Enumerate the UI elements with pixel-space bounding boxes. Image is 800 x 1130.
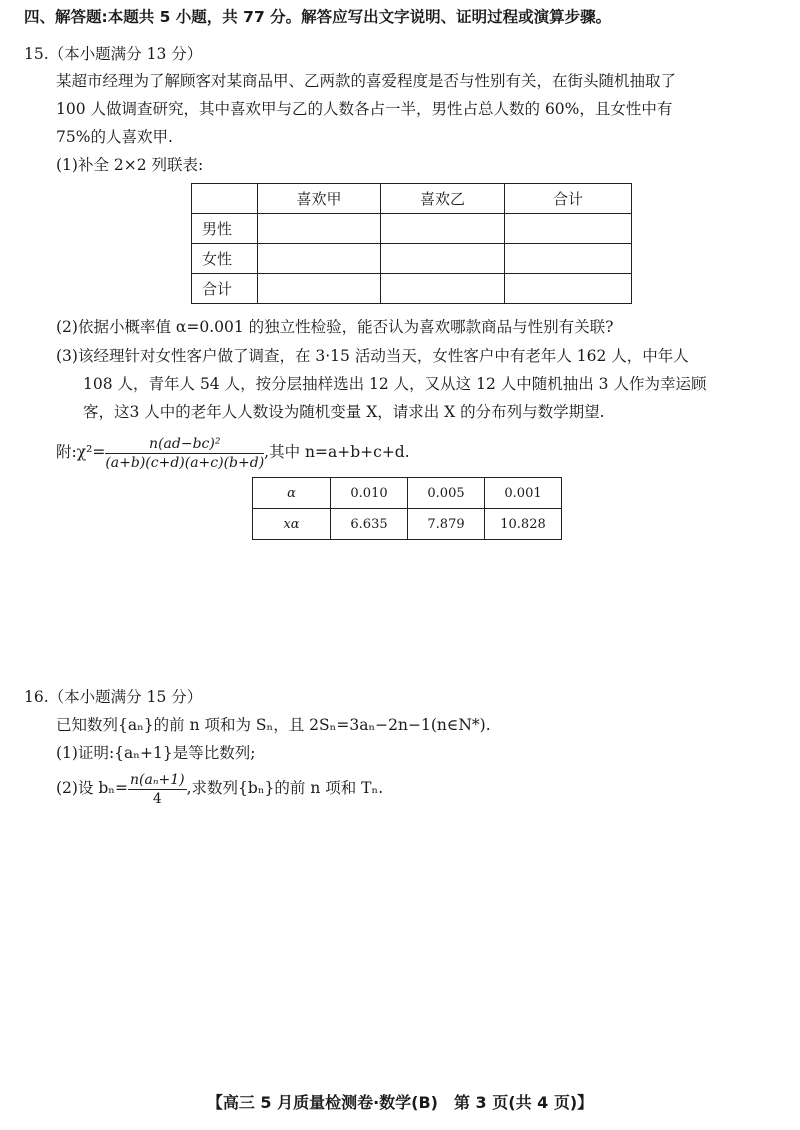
table-cell <box>381 214 505 244</box>
table-row <box>253 478 562 509</box>
table-cell: α <box>253 478 331 509</box>
table-row <box>253 509 562 540</box>
section-header: 四、解答题:本题共 5 小题，共 77 分。解答应写出文字说明、证明过程或演算步骤。 <box>24 8 612 26</box>
table-cell: 0.001 <box>485 478 562 509</box>
q15-para-line-1: 某超市经理为了解顾客对某商品甲、乙两款的喜爱程度是否与性别有关，在街头随机抽取了 <box>56 72 677 90</box>
q16-denominator: 4 <box>152 790 162 807</box>
table-header: 喜欢乙 <box>381 184 505 214</box>
table-header: 喜欢甲 <box>258 184 381 214</box>
q15-part3-line-2: 108 人，青年人 54 人，按分层抽样选出 12 人，又从这 12 人中随机抽出 3 人作为幸运顾 <box>83 375 707 393</box>
q15-part3-line-3: 客，这3 人中的老年人人数设为随机变量 X，请求出 X 的分布列与数学期望. <box>83 403 605 421</box>
formula-denominator: (a+b)(c+d)(a+c)(b+d) <box>105 454 265 471</box>
formula-fraction <box>105 435 264 472</box>
q15-part1: (1)补全 2×2 列联表: <box>56 156 204 174</box>
q15-part2: (2)依据小概率值 α=0.001 的独立性检验，能否认为喜欢哪款商品与性别有关联? <box>56 318 614 336</box>
table-cell: 0.010 <box>331 478 408 509</box>
table-header: 合计 <box>505 184 632 214</box>
chi-square-formula <box>56 432 410 472</box>
q15-title: 15.（本小题满分 13 分） <box>24 45 203 63</box>
q16-line-3-suffix: ,求数列{bₙ}的前 n 项和 Tₙ. <box>186 779 384 797</box>
row-label: 男性 <box>192 214 258 244</box>
q15-part3-line-1: (3)该经理针对女性客户做了调查，在 3·15 活动当天，女性客户中有老年人 162 人，中年人 <box>56 347 689 365</box>
page-footer: 【高三 5 月质量检测卷·数学(B) 第 3 页(共 4 页)】 <box>206 1093 594 1112</box>
table-cell <box>258 274 381 304</box>
q16-line-1: 已知数列{aₙ}的前 n 项和为 Sₙ，且 2Sₙ=3aₙ−2n−1(n∈N*). <box>56 716 491 734</box>
table-cell: 10.828 <box>485 509 562 540</box>
q16-line-3-prefix: (2)设 bₙ= <box>56 779 128 797</box>
formula-prefix: 附:χ²= <box>56 443 106 461</box>
critical-value-table <box>252 477 562 540</box>
formula-suffix: ,其中 n=a+b+c+d. <box>264 443 410 461</box>
table-row <box>192 214 632 244</box>
table-cell: 6.635 <box>331 509 408 540</box>
table-cell <box>381 274 505 304</box>
q16-numerator: n(aₙ+1) <box>130 771 185 788</box>
table-cell: 7.879 <box>408 509 485 540</box>
table-cell <box>381 244 505 274</box>
table-cell <box>505 214 632 244</box>
table-cell <box>505 244 632 274</box>
table-cell <box>258 214 381 244</box>
row-label: 合计 <box>192 274 258 304</box>
table-cell: 0.005 <box>408 478 485 509</box>
table-cell <box>192 184 258 214</box>
table-cell: xα <box>253 509 331 540</box>
q16-line-2: (1)证明:{aₙ+1}是等比数列; <box>56 744 256 762</box>
q16-fraction <box>128 771 187 808</box>
q15-para-line-3: 75%的人喜欢甲. <box>56 128 173 146</box>
q16-line-3 <box>56 768 383 808</box>
formula-numerator: n(ad−bc)² <box>105 435 264 454</box>
table-cell <box>505 274 632 304</box>
q15-para-line-2: 100 人做调查研究，其中喜欢甲与乙的人数各占一半，男性占总人数的 60%，且女性中有 <box>56 100 673 118</box>
table-row <box>192 184 632 214</box>
row-label: 女性 <box>192 244 258 274</box>
q16-title: 16.（本小题满分 15 分） <box>24 688 203 706</box>
table-row <box>192 244 632 274</box>
contingency-table <box>191 183 632 304</box>
table-row <box>192 274 632 304</box>
table-cell <box>258 244 381 274</box>
